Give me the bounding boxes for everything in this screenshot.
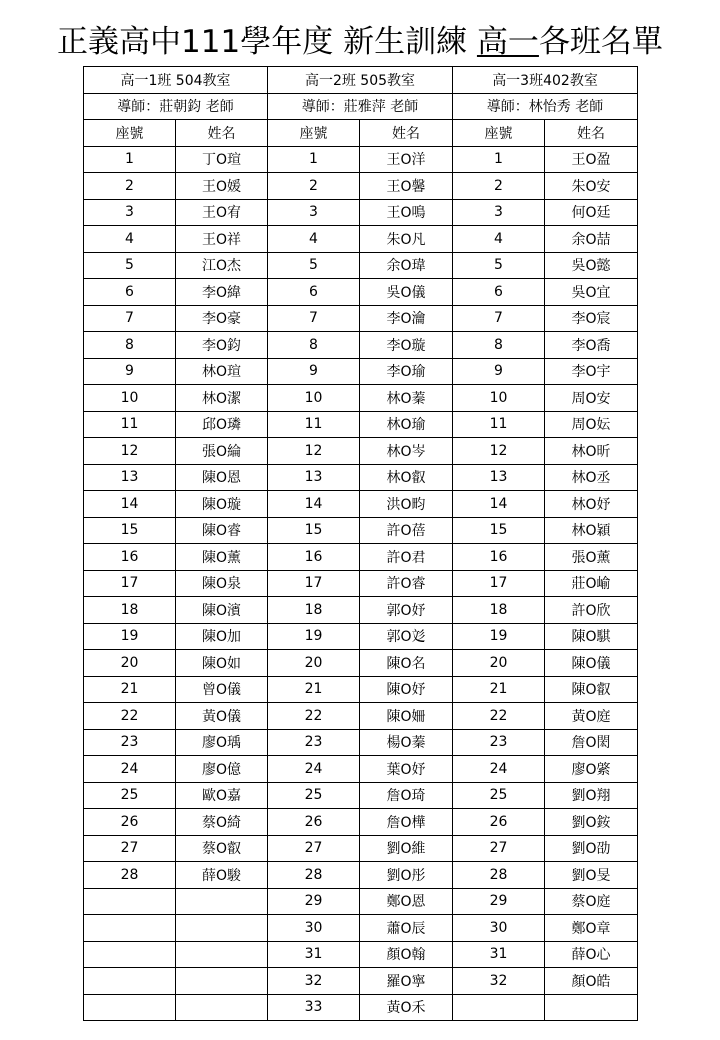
student-name-cell bbox=[545, 994, 638, 1021]
student-name-cell: 陳O泉 bbox=[176, 570, 268, 597]
seat-number-cell: 3 bbox=[84, 199, 176, 226]
table-row bbox=[84, 491, 638, 518]
student-name-cell: 許O君 bbox=[360, 544, 453, 571]
seat-number-cell: 21 bbox=[453, 676, 545, 703]
student-name-cell: 劉O劭 bbox=[545, 835, 638, 862]
student-name-cell: 劉O維 bbox=[360, 835, 453, 862]
seat-number-cell: 21 bbox=[268, 676, 360, 703]
seat-number-cell: 26 bbox=[453, 809, 545, 836]
seat-header: 座號 bbox=[84, 120, 176, 147]
seat-number-cell: 1 bbox=[84, 146, 176, 173]
student-name-cell: 吳O儀 bbox=[360, 279, 453, 306]
student-name-cell: 李O喬 bbox=[545, 332, 638, 359]
student-name-cell: 鄭O恩 bbox=[360, 888, 453, 915]
student-name-cell: 陳O睿 bbox=[176, 517, 268, 544]
class-1-name: 高一1班 504教室 bbox=[84, 67, 268, 94]
seat-number-cell: 19 bbox=[453, 623, 545, 650]
table-row bbox=[84, 279, 638, 306]
table-row bbox=[84, 994, 638, 1021]
table-row bbox=[84, 676, 638, 703]
student-name-cell: 許O睿 bbox=[360, 570, 453, 597]
student-name-cell: 劉O銨 bbox=[545, 809, 638, 836]
seat-number-cell: 26 bbox=[268, 809, 360, 836]
student-name-cell: 劉O彤 bbox=[360, 862, 453, 889]
seat-number-cell: 12 bbox=[84, 438, 176, 465]
student-name-cell: 陳O儀 bbox=[545, 650, 638, 677]
seat-number-cell: 6 bbox=[453, 279, 545, 306]
student-name-cell: 吳O懿 bbox=[545, 252, 638, 279]
student-name-cell: 林O昕 bbox=[545, 438, 638, 465]
student-name-cell: 顏O翰 bbox=[360, 941, 453, 968]
student-name-cell: 林O潔 bbox=[176, 385, 268, 412]
student-name-cell: 許O欣 bbox=[545, 597, 638, 624]
table-row bbox=[84, 385, 638, 412]
student-name-cell: 李O鈞 bbox=[176, 332, 268, 359]
student-name-cell: 林O妤 bbox=[545, 491, 638, 518]
seat-number-cell: 13 bbox=[84, 464, 176, 491]
student-name-cell: 張O薰 bbox=[545, 544, 638, 571]
seat-number-cell: 4 bbox=[268, 226, 360, 253]
student-name-cell: 歐O嘉 bbox=[176, 782, 268, 809]
seat-number-cell: 20 bbox=[453, 650, 545, 677]
seat-number-cell: 22 bbox=[84, 703, 176, 730]
student-name-cell: 王O盈 bbox=[545, 146, 638, 173]
seat-number-cell: 11 bbox=[84, 411, 176, 438]
seat-number-cell: 15 bbox=[453, 517, 545, 544]
table-row bbox=[84, 782, 638, 809]
title-underlined: 高一 bbox=[476, 24, 539, 60]
student-name-cell: 林O瑜 bbox=[360, 411, 453, 438]
seat-number-cell: 8 bbox=[268, 332, 360, 359]
table-row bbox=[84, 623, 638, 650]
student-name-cell bbox=[176, 994, 268, 1021]
seat-number-cell: 23 bbox=[268, 729, 360, 756]
seat-number-cell: 11 bbox=[268, 411, 360, 438]
seat-number-cell: 6 bbox=[84, 279, 176, 306]
student-name-cell: 王O洋 bbox=[360, 146, 453, 173]
seat-number-cell: 13 bbox=[453, 464, 545, 491]
student-name-cell: 許O蓓 bbox=[360, 517, 453, 544]
table-row bbox=[84, 199, 638, 226]
class-2-name: 高一2班 505教室 bbox=[268, 67, 453, 94]
name-header: 姓名 bbox=[545, 120, 638, 147]
class-3-name: 高一3班402教室 bbox=[453, 67, 638, 94]
seat-number-cell: 26 bbox=[84, 809, 176, 836]
class-3-teacher: 導師：林怡秀 老師 bbox=[453, 93, 638, 120]
seat-number-cell: 5 bbox=[268, 252, 360, 279]
seat-number-cell: 8 bbox=[84, 332, 176, 359]
column-header-row bbox=[84, 120, 638, 147]
student-name-cell: 王O媛 bbox=[176, 173, 268, 200]
seat-number-cell: 13 bbox=[268, 464, 360, 491]
table-row bbox=[84, 517, 638, 544]
table-row bbox=[84, 358, 638, 385]
student-name-cell: 陳O騏 bbox=[545, 623, 638, 650]
seat-number-cell: 28 bbox=[453, 862, 545, 889]
student-name-cell: 顏O皓 bbox=[545, 968, 638, 995]
seat-number-cell: 19 bbox=[84, 623, 176, 650]
student-name-cell: 林O丞 bbox=[545, 464, 638, 491]
table-row bbox=[84, 252, 638, 279]
table-row bbox=[84, 570, 638, 597]
seat-number-cell: 27 bbox=[268, 835, 360, 862]
seat-number-cell: 5 bbox=[453, 252, 545, 279]
student-name-cell: 江O杰 bbox=[176, 252, 268, 279]
seat-number-cell: 10 bbox=[453, 385, 545, 412]
student-name-cell: 余O瑋 bbox=[360, 252, 453, 279]
student-name-cell: 薛O駿 bbox=[176, 862, 268, 889]
seat-number-cell: 20 bbox=[268, 650, 360, 677]
seat-number-cell: 12 bbox=[268, 438, 360, 465]
seat-number-cell: 21 bbox=[84, 676, 176, 703]
student-name-cell: 周O安 bbox=[545, 385, 638, 412]
student-name-cell: 林O蓁 bbox=[360, 385, 453, 412]
student-name-cell: 陳O姍 bbox=[360, 703, 453, 730]
seat-number-cell: 14 bbox=[453, 491, 545, 518]
seat-number-cell: 17 bbox=[268, 570, 360, 597]
seat-number-cell: 23 bbox=[84, 729, 176, 756]
seat-number-cell: 3 bbox=[268, 199, 360, 226]
student-name-cell: 蔡O綺 bbox=[176, 809, 268, 836]
seat-number-cell: 4 bbox=[84, 226, 176, 253]
student-name-cell bbox=[176, 888, 268, 915]
seat-number-cell: 2 bbox=[84, 173, 176, 200]
table-row bbox=[84, 146, 638, 173]
seat-number-cell: 17 bbox=[453, 570, 545, 597]
student-name-cell: 何O廷 bbox=[545, 199, 638, 226]
seat-number-cell: 7 bbox=[453, 305, 545, 332]
table-row bbox=[84, 650, 638, 677]
student-name-cell: 蔡O庭 bbox=[545, 888, 638, 915]
student-name-cell: 朱O安 bbox=[545, 173, 638, 200]
seat-number-cell: 27 bbox=[453, 835, 545, 862]
table-row bbox=[84, 332, 638, 359]
table-row bbox=[84, 835, 638, 862]
table-row bbox=[84, 729, 638, 756]
seat-number-cell: 22 bbox=[268, 703, 360, 730]
seat-number-cell: 1 bbox=[453, 146, 545, 173]
student-name-cell: 陳O恩 bbox=[176, 464, 268, 491]
student-name-cell: 朱O凡 bbox=[360, 226, 453, 253]
seat-number-cell: 31 bbox=[268, 941, 360, 968]
seat-number-cell: 9 bbox=[268, 358, 360, 385]
seat-number-cell bbox=[84, 941, 176, 968]
seat-number-cell: 2 bbox=[268, 173, 360, 200]
seat-number-cell bbox=[84, 915, 176, 942]
seat-header: 座號 bbox=[453, 120, 545, 147]
seat-number-cell: 33 bbox=[268, 994, 360, 1021]
seat-number-cell: 31 bbox=[453, 941, 545, 968]
seat-number-cell: 25 bbox=[268, 782, 360, 809]
student-name-cell: 林O穎 bbox=[545, 517, 638, 544]
seat-number-cell: 7 bbox=[84, 305, 176, 332]
student-name-cell: 蔡O叡 bbox=[176, 835, 268, 862]
seat-number-cell: 16 bbox=[268, 544, 360, 571]
table-row bbox=[84, 888, 638, 915]
seat-number-cell: 24 bbox=[268, 756, 360, 783]
seat-number-cell: 10 bbox=[84, 385, 176, 412]
student-name-cell bbox=[176, 968, 268, 995]
student-name-cell: 詹O琦 bbox=[360, 782, 453, 809]
student-name-cell: 張O綸 bbox=[176, 438, 268, 465]
seat-number-cell: 24 bbox=[453, 756, 545, 783]
student-name-cell: 郭O妤 bbox=[360, 597, 453, 624]
student-name-cell: 羅O寧 bbox=[360, 968, 453, 995]
teacher-row bbox=[84, 93, 638, 120]
seat-number-cell: 1 bbox=[268, 146, 360, 173]
student-name-cell: 林O岑 bbox=[360, 438, 453, 465]
student-name-cell: 李O緯 bbox=[176, 279, 268, 306]
seat-number-cell bbox=[84, 888, 176, 915]
student-name-cell: 陳O名 bbox=[360, 650, 453, 677]
student-name-cell: 廖O綮 bbox=[545, 756, 638, 783]
student-name-cell bbox=[176, 941, 268, 968]
table-row bbox=[84, 597, 638, 624]
seat-header: 座號 bbox=[268, 120, 360, 147]
seat-number-cell: 28 bbox=[268, 862, 360, 889]
student-name-cell: 廖O瑀 bbox=[176, 729, 268, 756]
seat-number-cell: 11 bbox=[453, 411, 545, 438]
student-name-cell: 王O馨 bbox=[360, 173, 453, 200]
seat-number-cell: 15 bbox=[268, 517, 360, 544]
student-name-cell: 葉O妤 bbox=[360, 756, 453, 783]
student-name-cell: 劉O翔 bbox=[545, 782, 638, 809]
student-name-cell: 郭O彣 bbox=[360, 623, 453, 650]
table-row bbox=[84, 968, 638, 995]
seat-number-cell bbox=[84, 994, 176, 1021]
title-suffix: 各班名單 bbox=[538, 24, 663, 60]
student-name-cell: 詹O樺 bbox=[360, 809, 453, 836]
class-2-teacher: 導師：莊雅萍 老師 bbox=[268, 93, 453, 120]
roster-body bbox=[84, 146, 638, 1021]
table-row bbox=[84, 915, 638, 942]
seat-number-cell: 18 bbox=[453, 597, 545, 624]
student-name-cell: 薛O心 bbox=[545, 941, 638, 968]
student-name-cell: 陳O如 bbox=[176, 650, 268, 677]
student-name-cell: 王O宥 bbox=[176, 199, 268, 226]
student-name-cell: 劉O旻 bbox=[545, 862, 638, 889]
student-name-cell: 王O鳴 bbox=[360, 199, 453, 226]
table-row bbox=[84, 173, 638, 200]
student-name-cell: 陳O薰 bbox=[176, 544, 268, 571]
seat-number-cell: 10 bbox=[268, 385, 360, 412]
class-name-row bbox=[84, 67, 638, 94]
seat-number-cell: 23 bbox=[453, 729, 545, 756]
student-name-cell: 林O瑄 bbox=[176, 358, 268, 385]
seat-number-cell: 12 bbox=[453, 438, 545, 465]
student-name-cell: 李O豪 bbox=[176, 305, 268, 332]
student-name-cell: 吳O宜 bbox=[545, 279, 638, 306]
seat-number-cell: 30 bbox=[453, 915, 545, 942]
student-name-cell: 李O宇 bbox=[545, 358, 638, 385]
table-row bbox=[84, 411, 638, 438]
seat-number-cell: 16 bbox=[84, 544, 176, 571]
student-name-cell: 陳O叡 bbox=[545, 676, 638, 703]
seat-number-cell: 7 bbox=[268, 305, 360, 332]
seat-number-cell: 5 bbox=[84, 252, 176, 279]
student-name-cell: 李O瑜 bbox=[360, 358, 453, 385]
seat-number-cell: 9 bbox=[453, 358, 545, 385]
seat-number-cell: 29 bbox=[453, 888, 545, 915]
table-row bbox=[84, 544, 638, 571]
seat-number-cell: 6 bbox=[268, 279, 360, 306]
seat-number-cell: 14 bbox=[84, 491, 176, 518]
seat-number-cell: 17 bbox=[84, 570, 176, 597]
student-name-cell: 陳O璇 bbox=[176, 491, 268, 518]
seat-number-cell: 28 bbox=[84, 862, 176, 889]
student-name-cell: 李O宸 bbox=[545, 305, 638, 332]
seat-number-cell: 4 bbox=[453, 226, 545, 253]
seat-number-cell: 18 bbox=[84, 597, 176, 624]
student-name-cell: 莊O崳 bbox=[545, 570, 638, 597]
seat-number-cell: 18 bbox=[268, 597, 360, 624]
class-roster-table bbox=[83, 66, 638, 1021]
student-name-cell: 廖O億 bbox=[176, 756, 268, 783]
student-name-cell: 黃O儀 bbox=[176, 703, 268, 730]
student-name-cell: 蕭O辰 bbox=[360, 915, 453, 942]
student-name-cell: 李O瀹 bbox=[360, 305, 453, 332]
student-name-cell: 陳O加 bbox=[176, 623, 268, 650]
student-name-cell: 詹O閎 bbox=[545, 729, 638, 756]
table-row bbox=[84, 862, 638, 889]
seat-number-cell: 32 bbox=[453, 968, 545, 995]
seat-number-cell: 25 bbox=[453, 782, 545, 809]
seat-number-cell: 22 bbox=[453, 703, 545, 730]
student-name-cell: 邱O璘 bbox=[176, 411, 268, 438]
student-name-cell: 王O祥 bbox=[176, 226, 268, 253]
seat-number-cell bbox=[84, 968, 176, 995]
title-main: 正義高中111學年度 新生訓練 bbox=[57, 24, 477, 60]
student-name-cell: 李O璇 bbox=[360, 332, 453, 359]
student-name-cell: 陳O妤 bbox=[360, 676, 453, 703]
student-name-cell: 余O喆 bbox=[545, 226, 638, 253]
seat-number-cell: 20 bbox=[84, 650, 176, 677]
table-row bbox=[84, 809, 638, 836]
seat-number-cell: 32 bbox=[268, 968, 360, 995]
student-name-cell bbox=[176, 915, 268, 942]
seat-number-cell: 2 bbox=[453, 173, 545, 200]
seat-number-cell: 15 bbox=[84, 517, 176, 544]
table-row bbox=[84, 703, 638, 730]
seat-number-cell: 16 bbox=[453, 544, 545, 571]
seat-number-cell: 9 bbox=[84, 358, 176, 385]
student-name-cell: 周O妘 bbox=[545, 411, 638, 438]
student-name-cell: 黃O禾 bbox=[360, 994, 453, 1021]
seat-number-cell: 14 bbox=[268, 491, 360, 518]
seat-number-cell: 29 bbox=[268, 888, 360, 915]
seat-number-cell: 8 bbox=[453, 332, 545, 359]
table-row bbox=[84, 464, 638, 491]
table-row bbox=[84, 756, 638, 783]
student-name-cell: 林O叡 bbox=[360, 464, 453, 491]
table-row bbox=[84, 941, 638, 968]
table-row bbox=[84, 226, 638, 253]
class-1-teacher: 導師：莊朝鈞 老師 bbox=[84, 93, 268, 120]
table-row bbox=[84, 305, 638, 332]
seat-number-cell: 19 bbox=[268, 623, 360, 650]
student-name-cell: 曾O儀 bbox=[176, 676, 268, 703]
name-header: 姓名 bbox=[360, 120, 453, 147]
name-header: 姓名 bbox=[176, 120, 268, 147]
seat-number-cell: 24 bbox=[84, 756, 176, 783]
student-name-cell: 楊O蓁 bbox=[360, 729, 453, 756]
seat-number-cell: 3 bbox=[453, 199, 545, 226]
student-name-cell: 黃O庭 bbox=[545, 703, 638, 730]
student-name-cell: 陳O濱 bbox=[176, 597, 268, 624]
table-row bbox=[84, 438, 638, 465]
seat-number-cell: 27 bbox=[84, 835, 176, 862]
seat-number-cell: 25 bbox=[84, 782, 176, 809]
student-name-cell: 丁O瑄 bbox=[176, 146, 268, 173]
seat-number-cell: 30 bbox=[268, 915, 360, 942]
page-title bbox=[0, 20, 720, 64]
seat-number-cell bbox=[453, 994, 545, 1021]
student-name-cell: 鄭O章 bbox=[545, 915, 638, 942]
student-name-cell: 洪O畇 bbox=[360, 491, 453, 518]
